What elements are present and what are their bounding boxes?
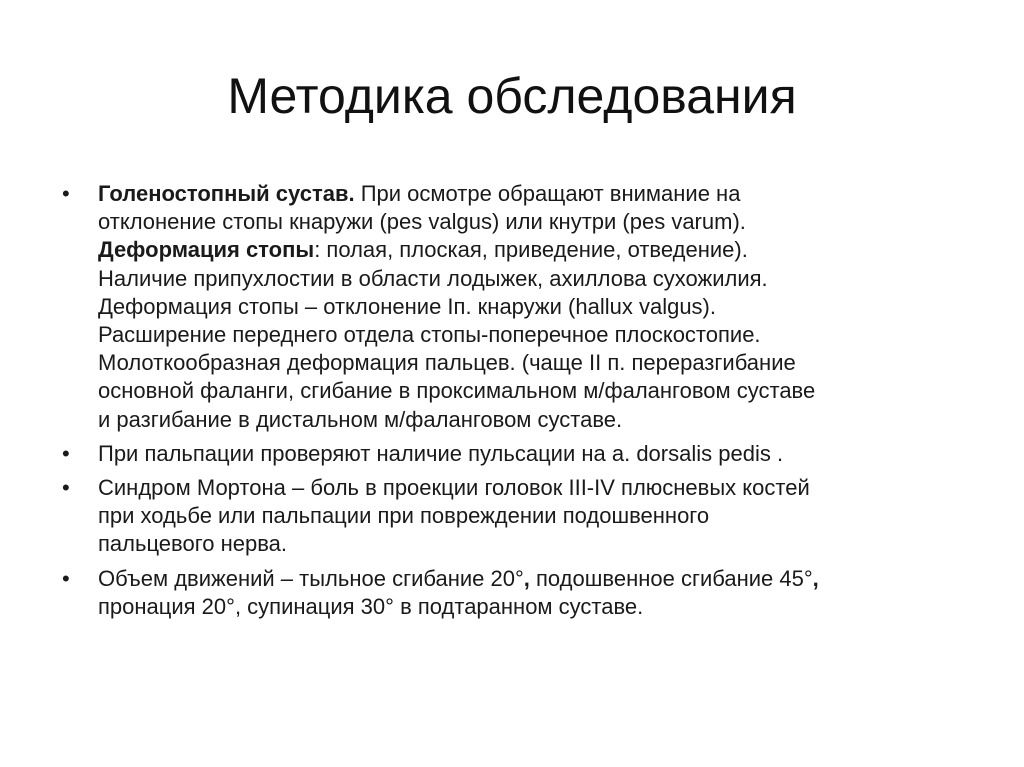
text-run: Молоткообразная деформация пальцев. (чаще II п. переразгибание bbox=[98, 350, 796, 376]
text-run: основной фаланги, сгибание в проксимальном м/фаланговом суставе bbox=[98, 378, 816, 404]
bullet-marker: • bbox=[62, 440, 70, 466]
text-run: : полая, плоская, приведение, отведение). bbox=[314, 237, 748, 263]
bullet-text-line bbox=[98, 208, 985, 236]
bullet-item bbox=[60, 180, 985, 434]
text-run: При осмотре обращают внимание на bbox=[354, 181, 741, 206]
text-run: пронация 20°, супинация 30° bbox=[98, 593, 394, 619]
text-run: отклонение стопы кнаружи (pes valgus) или кнутри (pes varum). bbox=[98, 209, 746, 235]
text-run: в подтаранном суставе. bbox=[393, 593, 644, 619]
bullet-marker: • bbox=[62, 475, 70, 501]
bullet-text-line bbox=[98, 293, 985, 321]
text-run: Объем движений – тыльное сгибание 20° bbox=[98, 565, 524, 591]
bullet-text-line bbox=[98, 474, 985, 502]
text-run: Расширение переднего отдела стопы-поперечное плоскостопие. bbox=[98, 322, 761, 348]
text-run: при ходьбе или пальпации при повреждении подошвенного bbox=[98, 503, 710, 529]
bullet-text-line bbox=[98, 502, 985, 530]
bullet-item bbox=[60, 440, 985, 468]
bullet-text-line bbox=[98, 321, 985, 349]
bullet-text-line bbox=[98, 236, 985, 264]
bullet-text-line bbox=[98, 593, 985, 621]
bullet-text-line bbox=[98, 406, 985, 434]
bullet-item bbox=[60, 565, 985, 621]
bullet-text-line bbox=[98, 565, 985, 593]
bullet-item bbox=[60, 474, 985, 559]
bullet-text-line bbox=[98, 265, 985, 293]
text-run: Деформация стопы – отклонение Iп. кнаружи (hallux valgus). bbox=[98, 293, 716, 319]
bold-text-run: Голеностопный сустав. bbox=[98, 181, 355, 206]
text-run: Синдром Мортона – боль в проекции головок III-IV плюсневых костей bbox=[98, 475, 810, 501]
bold-text-run: , bbox=[812, 565, 819, 591]
bullet-text-line bbox=[98, 440, 985, 468]
bullet-text-line bbox=[98, 349, 985, 377]
bullet-text-line bbox=[98, 377, 985, 405]
bullet-list bbox=[60, 180, 985, 627]
bullet-text-line bbox=[98, 530, 985, 558]
text-run: Наличие припухлостии в области лодыжек, ахиллова сухожилия. bbox=[98, 265, 768, 291]
bold-text-run: Деформация стопы bbox=[98, 237, 315, 263]
bullet-text-line bbox=[98, 180, 985, 208]
slide-title: Методика обследования bbox=[227, 68, 797, 124]
text-run: и разгибание в дистальном м/фаланговом суставе. bbox=[98, 406, 623, 432]
bullet-marker: • bbox=[62, 565, 70, 591]
text-run: При пальпации проверяют наличие пульсации на a. dorsalis pedis . bbox=[98, 440, 784, 466]
bold-text-run: , bbox=[523, 565, 530, 591]
text-run: подошвенное сгибание 45° bbox=[529, 565, 813, 591]
bullet-marker: • bbox=[62, 181, 70, 206]
text-run: пальцевого нерва. bbox=[98, 531, 288, 557]
